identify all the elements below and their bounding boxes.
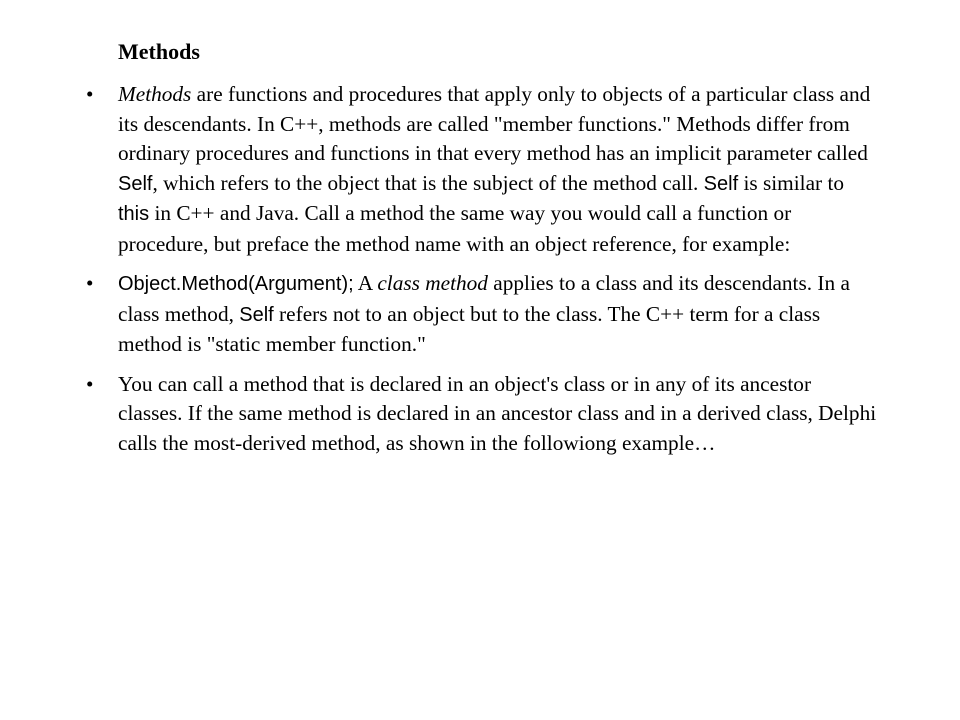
bullet-icon: • xyxy=(86,82,94,106)
bullet-text: are functions and procedures that apply only to objects of a particular class and its descendants. In C++, methods are called "member functions." Methods differ from ordinary procedures and functions in that every method has an implicit parameter called xyxy=(118,82,871,165)
keyword-self: Self xyxy=(703,172,739,195)
bullet-text: You can call a method that is declared in an object's class or in any of its ancestor classes. If the same method is declared in an ancestor class and in a derived class, Delphi calls the most-derived method, as shown in the followiong example… xyxy=(118,371,877,455)
bullet-methods-definition xyxy=(80,80,880,259)
term-methods: Methods xyxy=(118,82,192,106)
bullet-text: A xyxy=(353,271,378,295)
bullet-text: in C++ and Java. Call a method the same way you would call a function or procedure, but preface the method name with an object reference, for example: xyxy=(118,201,792,256)
bullet-icon: • xyxy=(86,371,94,396)
bullet-text: , which refers to the object that is the subject of the method call. xyxy=(152,170,704,195)
bullet-text: is similar to xyxy=(738,170,845,195)
code-example: Object.Method(Argument); xyxy=(118,273,354,295)
bullet-inheritance xyxy=(80,370,880,459)
term-class-method: class method xyxy=(377,271,488,295)
keyword-self: Self xyxy=(239,303,274,326)
bullet-icon: • xyxy=(86,271,94,295)
bullet-text: refers not to an object but to the class. The C++ term for a class method is "static member function." xyxy=(118,301,821,356)
bullet-class-method xyxy=(80,269,880,360)
bullet-text: applies to a class and its descendants. In a class method, xyxy=(118,271,850,326)
bullet-list xyxy=(80,80,880,468)
slide-title: Methods xyxy=(118,39,200,64)
keyword-this: this xyxy=(118,203,150,225)
keyword-self: Self xyxy=(118,172,153,195)
